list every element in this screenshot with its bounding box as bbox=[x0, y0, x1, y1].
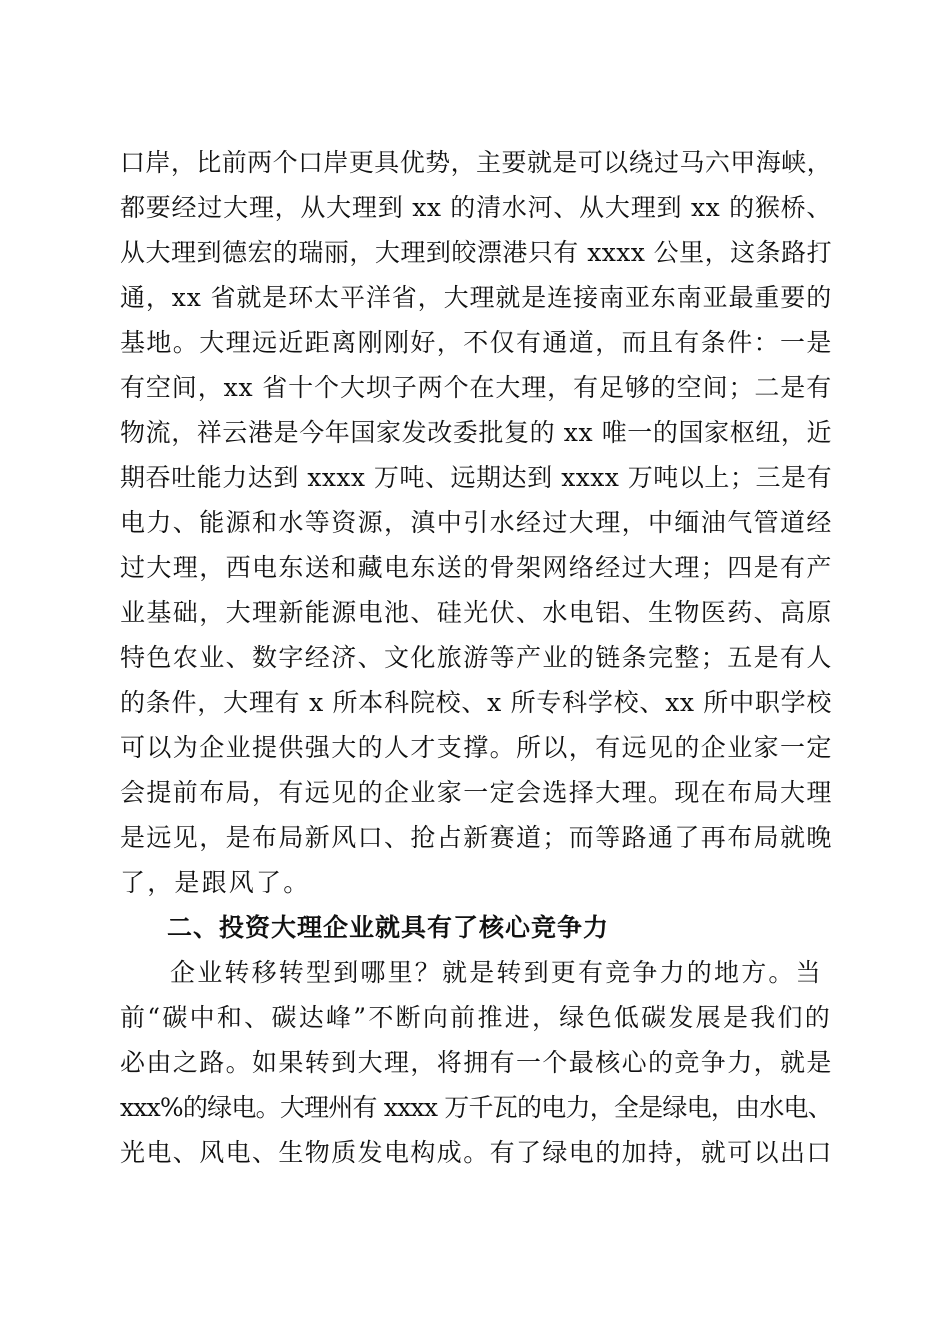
paragraph-line-indented: 企业转移转型到哪里？就是转到更有竞争力的地方。当 bbox=[170, 958, 823, 987]
paragraph-line: 从大理到德宏的瑞丽，大理到皎漂港只有 xxxx 公里，这条路打 bbox=[120, 238, 832, 267]
paragraph-line: 特色农业、数字经济、文化旅游等产业的链条完整；五是有人 bbox=[120, 643, 833, 672]
paragraph-line: 期吞吐能力达到 xxxx 万吨、远期达到 xxxx 万吨以上；三是有 bbox=[120, 463, 832, 492]
paragraph-line: 是远见，是布局新风口、抢占新赛道；而等路通了再布局就晚 bbox=[120, 823, 833, 852]
paragraph-line: 必由之路。如果转到大理，将拥有一个最核心的竞争力，就是 bbox=[120, 1048, 833, 1077]
paragraph-line: 业基础，大理新能源电池、硅光伏、水电铝、生物医药、高原 bbox=[120, 598, 833, 627]
paragraph-line: 会提前布局，有远见的企业家一定会选择大理。现在布局大理 bbox=[120, 778, 833, 807]
paragraph-line: 电力、能源和水等资源，滇中引水经过大理，中缅油气管道经 bbox=[120, 508, 833, 537]
paragraph-line: xxx%的绿电。大理州有 xxxx 万千瓦的电力，全是绿电，由水电、 bbox=[120, 1093, 832, 1122]
paragraph-line: 通，xx 省就是环太平洋省，大理就是连接南亚东南亚最重要的 bbox=[120, 283, 832, 312]
paragraph-line: 有空间，xx 省十个大坝子两个在大理，有足够的空间；二是有 bbox=[120, 373, 832, 402]
paragraph-line: 可以为企业提供强大的人才支撑。所以，有远见的企业家一定 bbox=[120, 733, 833, 762]
paragraph-line: 过大理，西电东送和藏电东送的骨架网络经过大理；四是有产 bbox=[120, 553, 833, 582]
section-heading: 二、投资大理企业就具有了核心竞争力 bbox=[167, 913, 610, 942]
paragraph-line-last: 了，是跟风了。 bbox=[120, 868, 311, 897]
paragraph-line: 物流，祥云港是今年国家发改委批复的 xx 唯一的国家枢纽，近 bbox=[120, 418, 833, 447]
paragraph-line: 前“碳中和、碳达峰”不断向前推进，绿色低碳发展是我们的 bbox=[120, 1003, 832, 1032]
paragraph-line: 光电、风电、生物质发电构成。有了绿电的加持，就可以出口 bbox=[120, 1138, 833, 1167]
paragraph-line: 基地。大理远近距离刚刚好，不仅有通道，而且有条件：一是 bbox=[120, 328, 833, 357]
paragraph-line: 口岸，比前两个口岸更具优势，主要就是可以绕过马六甲海峡， bbox=[120, 148, 832, 177]
paragraph-line: 的条件，大理有 x 所本科院校、x 所专科学校、xx 所中职学校 bbox=[120, 688, 832, 717]
paragraph-line: 都要经过大理，从大理到 xx 的清水河、从大理到 xx 的猴桥、 bbox=[120, 193, 832, 222]
